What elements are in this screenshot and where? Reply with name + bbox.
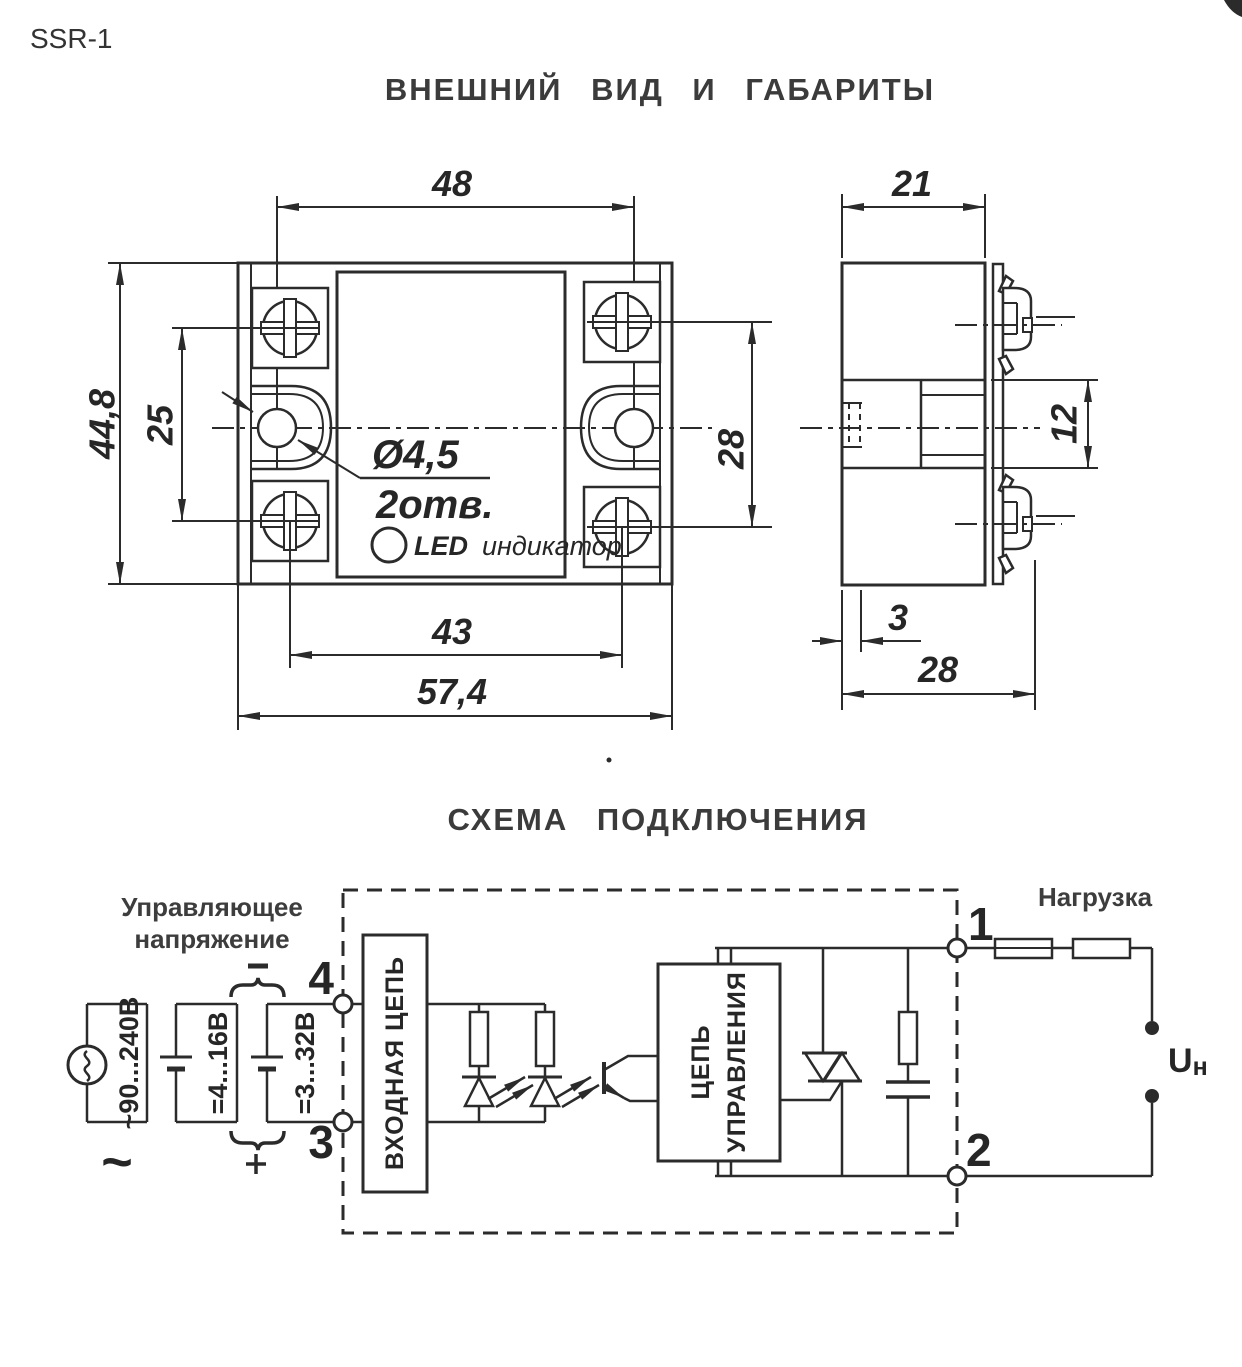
phototransistor <box>604 1056 658 1101</box>
triac-gate-wire <box>780 1081 842 1100</box>
resistor-icon <box>470 1012 488 1066</box>
page-corner-artifact <box>1224 0 1242 17</box>
snubber-rc <box>886 948 930 1176</box>
terminal-4-node <box>334 995 352 1013</box>
mounting-hole-left <box>258 409 296 447</box>
hole-count-label: 2отв. <box>376 483 494 527</box>
light-arrow-icon <box>496 1085 533 1107</box>
dimensions-title: ВНЕШНИЙ ВИД И ГАБАРИТЫ <box>384 72 936 107</box>
front-view <box>172 196 772 668</box>
light-arrow-icon <box>488 1077 525 1099</box>
brace-minus <box>231 978 284 997</box>
dim-28-side <box>842 560 1035 710</box>
terminal-1-label: 1 <box>968 898 994 950</box>
input-circuit-label: ВХОДНАЯ ЦЕПЬ <box>381 956 409 1170</box>
terminal-4-label: 4 <box>308 952 334 1004</box>
load-resistor-icon <box>1073 939 1130 958</box>
resistor-icon <box>899 1012 917 1064</box>
svg-text:25: 25 <box>139 404 181 446</box>
ac-range-label: ~90...240В <box>114 996 144 1130</box>
svg-text:21: 21 <box>891 163 933 204</box>
dim-57-4 <box>238 584 672 730</box>
led-label-word: индикатор <box>482 531 622 561</box>
polarity-marks <box>231 966 284 1174</box>
side-screw-top <box>955 276 1075 374</box>
side-screw-bottom <box>955 475 1075 573</box>
side-dimensions <box>812 163 1098 710</box>
ac-source-branch <box>68 997 147 1192</box>
model-label: SSR-1 <box>30 23 113 54</box>
led-indicator <box>372 528 622 562</box>
wiring-schematic <box>68 882 1208 1233</box>
control-circuit-label-1: ЦЕПЬ <box>687 1024 715 1100</box>
dim-43 <box>290 611 622 655</box>
ac-tilde-symbol: ~ <box>101 1132 133 1192</box>
led-circle <box>372 528 406 562</box>
dim-21 <box>842 163 985 258</box>
svg-text:28: 28 <box>710 428 752 470</box>
input-circuit-block <box>352 935 427 1192</box>
ssr-dashed-enclosure <box>343 890 957 1233</box>
dc-source-branch-high <box>251 1004 334 1122</box>
svg-text:48: 48 <box>431 163 473 204</box>
triac <box>780 948 862 1176</box>
load-voltage-label: Uн <box>1168 1042 1208 1081</box>
control-voltage-label-1: Управляющее <box>121 892 303 922</box>
supply-node-top <box>1145 1021 1159 1035</box>
control-circuit-label-2: УПРАВЛЕНИЯ <box>723 971 751 1153</box>
dim-48 <box>277 163 634 207</box>
brace-plus <box>231 1131 284 1150</box>
control-voltage-label-2: напряжение <box>134 924 290 954</box>
supply-node-bottom <box>1145 1089 1159 1103</box>
control-circuit-block <box>658 948 780 1176</box>
dc-high-range-label: =3...32В <box>290 1011 320 1115</box>
speck <box>607 758 612 763</box>
led-label-abbr: LED <box>414 531 468 561</box>
dim-12 <box>991 380 1098 468</box>
terminal-2-label: 2 <box>966 1124 992 1176</box>
led-diode-icon <box>465 1078 493 1106</box>
terminal-2-node <box>948 1167 966 1185</box>
svg-text:44,8: 44,8 <box>81 388 123 460</box>
terminal-1-node <box>948 939 966 957</box>
side-view <box>800 263 1075 585</box>
led-diode-icon <box>531 1078 559 1106</box>
light-arrow-icon <box>562 1085 599 1107</box>
optocoupler-emitters <box>427 1004 599 1122</box>
dim-3 <box>812 590 921 710</box>
load-label: Нагрузка <box>1037 882 1153 912</box>
svg-text:12: 12 <box>1043 403 1085 445</box>
side-base-plate <box>993 264 1003 584</box>
svg-text:57,4: 57,4 <box>416 671 488 712</box>
svg-text:3: 3 <box>887 597 909 638</box>
svg-text:28: 28 <box>917 649 959 690</box>
wiring-title: СХЕМА ПОДКЛЮЧЕНИЯ <box>447 802 869 837</box>
terminal-3-label: 3 <box>308 1116 334 1168</box>
light-arrow-icon <box>554 1077 591 1099</box>
dc-source-branch-low <box>160 1004 237 1122</box>
dc-low-range-label: =4...16В <box>203 1011 233 1115</box>
dim-25 <box>140 328 183 521</box>
hidden-hole-lines <box>842 403 862 447</box>
side-body-outline <box>842 263 985 585</box>
svg-text:43: 43 <box>431 611 473 652</box>
hole-diameter-label: Ø4,5 <box>372 433 459 477</box>
terminal-3-node <box>334 1113 352 1131</box>
mounting-hole-right <box>615 409 653 447</box>
dim-28-front <box>711 322 753 527</box>
load-circuit <box>966 882 1208 1176</box>
resistor-icon <box>536 1012 554 1066</box>
